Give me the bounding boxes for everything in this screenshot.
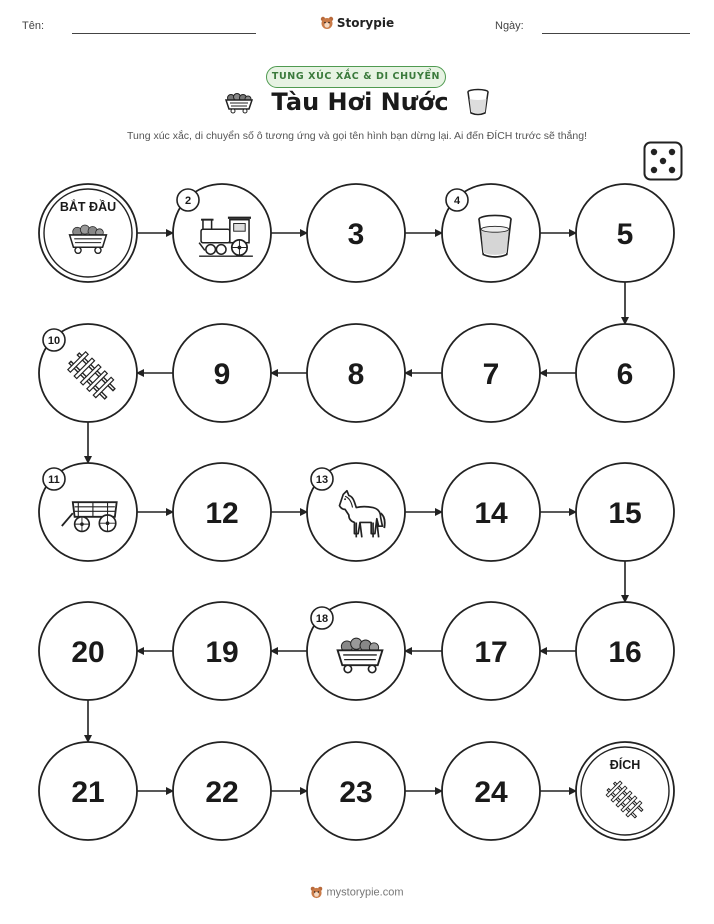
board-cell[interactable] (39, 602, 137, 700)
cell-number: 11 (48, 474, 60, 486)
board-cell[interactable] (442, 602, 540, 700)
board-cell[interactable] (442, 184, 540, 282)
board-cell[interactable] (576, 184, 674, 282)
board-cell[interactable] (442, 742, 540, 840)
board-cells (39, 184, 674, 840)
cell-number: 12 (205, 497, 239, 530)
board-cell[interactable] (39, 463, 137, 561)
glass-of-water-icon (479, 215, 511, 257)
board-cell[interactable] (442, 463, 540, 561)
cell-number: 14 (474, 497, 508, 530)
board-cell[interactable] (442, 324, 540, 422)
cell-number: 16 (608, 636, 642, 669)
board-cell[interactable] (576, 602, 674, 700)
brand-name: Storypie (336, 15, 395, 30)
cell-number: 9 (213, 358, 231, 391)
board-cell[interactable] (173, 184, 271, 282)
board-cell[interactable] (307, 742, 405, 840)
cell-number: 4 (453, 195, 461, 207)
cell-number: 18 (315, 613, 329, 625)
cell-number: 22 (205, 776, 239, 809)
title-text: Tàu Hơi Nước (271, 88, 449, 116)
cell-number: 15 (608, 497, 642, 530)
finish-cell[interactable] (576, 742, 674, 840)
cell-number: 7 (482, 358, 500, 391)
board-cell[interactable] (39, 324, 137, 422)
cell-number: 23 (339, 776, 373, 809)
cell-number: 17 (474, 636, 508, 669)
board-cell[interactable] (576, 324, 674, 422)
finish-label: ĐÍCH (609, 758, 641, 772)
cell-number: 6 (616, 358, 634, 391)
cell-number: 8 (347, 358, 365, 391)
cell-number: 19 (205, 636, 239, 669)
game-badge: TUNG XÚC XẮC & DI CHUYỂN (266, 66, 446, 88)
board-cell[interactable] (307, 602, 405, 700)
board-cell[interactable] (307, 463, 405, 561)
board-cell[interactable] (173, 463, 271, 561)
start-label: BẮT ĐẦU (59, 200, 117, 214)
footer-url: mystorypie.com (326, 886, 404, 899)
cell-number: 24 (474, 776, 508, 809)
cell-number: 5 (616, 218, 634, 251)
start-cell[interactable] (39, 184, 137, 282)
cell-number: 10 (47, 335, 61, 347)
cell-number: 21 (71, 776, 105, 809)
name-label: Tên: (22, 20, 45, 32)
cell-number: 20 (71, 636, 105, 669)
board-cell[interactable] (173, 324, 271, 422)
cell-number: 13 (315, 474, 329, 486)
board-cell[interactable] (576, 463, 674, 561)
instruction-text: Tung xúc xắc, di chuyển số ô tương ứng và gọi tên hình bạn dừng lại. Ai đến ĐÍCH trước sẽ thắng! (126, 130, 587, 142)
cell-circle (576, 742, 674, 840)
cell-number: 3 (347, 218, 365, 251)
board-cell[interactable] (39, 742, 137, 840)
cell-number: 2 (184, 195, 192, 207)
board-cell[interactable] (307, 324, 405, 422)
footer (0, 886, 714, 899)
date-label: Ngày: (495, 20, 524, 32)
bear-logo-icon (310, 886, 323, 899)
board-cell[interactable] (307, 184, 405, 282)
board-cell[interactable] (173, 602, 271, 700)
board-cell[interactable] (173, 742, 271, 840)
